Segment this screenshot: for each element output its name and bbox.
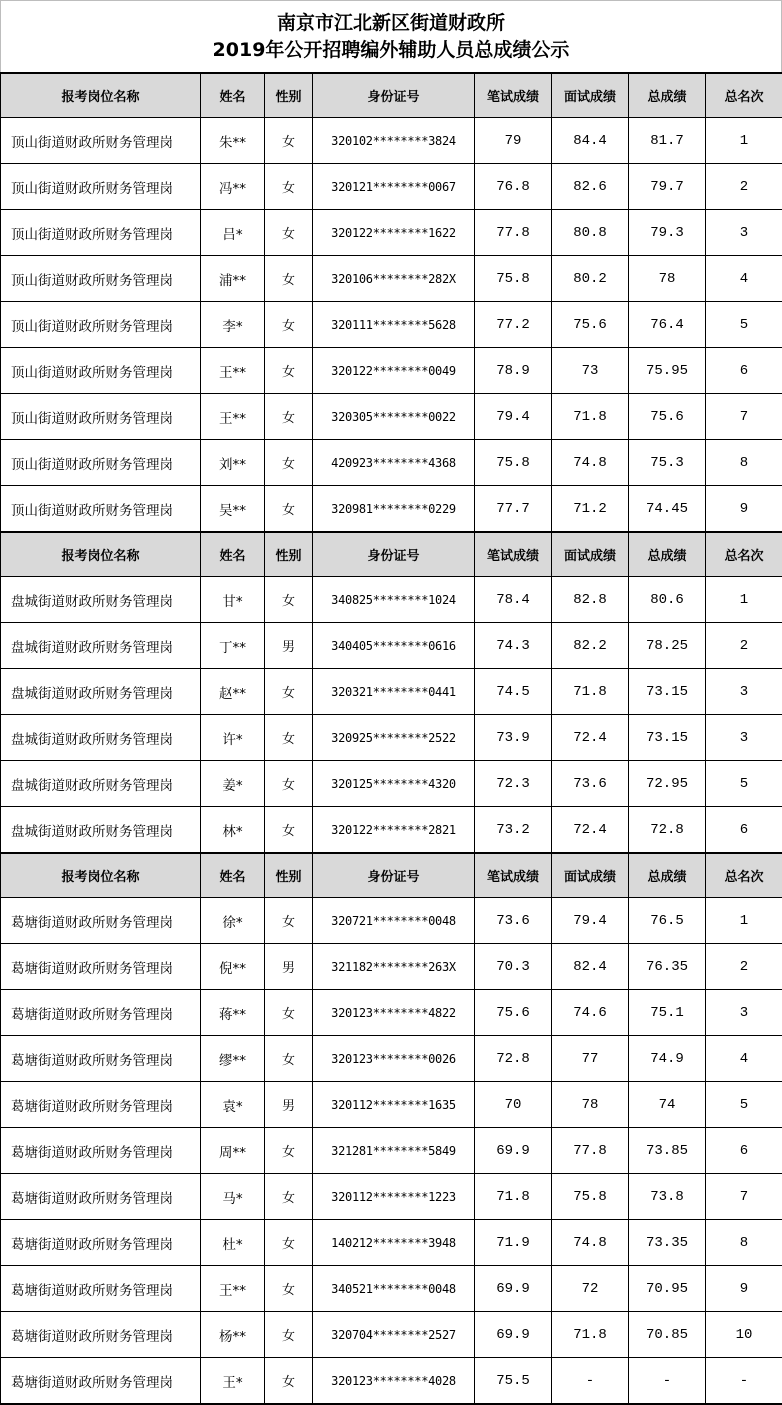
post-cell: 顶山街道财政所财务管理岗 <box>1 256 201 302</box>
gender-cell: 女 <box>265 1358 313 1405</box>
name-cell: 林* <box>201 807 265 854</box>
name-cell: 朱** <box>201 118 265 164</box>
post-cell: 葛塘街道财政所财务管理岗 <box>1 1128 201 1174</box>
interview-score-cell: 75.8 <box>552 1174 629 1220</box>
gender-cell: 女 <box>265 761 313 807</box>
total-score-cell: 74.45 <box>629 486 706 533</box>
post-cell: 顶山街道财政所财务管理岗 <box>1 210 201 256</box>
table-row <box>1 1312 782 1358</box>
interview-score-cell: 73 <box>552 348 629 394</box>
id-number-cell: 420923********4368 <box>313 440 475 486</box>
id-number-cell: 320704********2527 <box>313 1312 475 1358</box>
table-row <box>1 164 782 210</box>
header-col-post: 报考岗位名称 <box>1 853 201 898</box>
name-cell: 马* <box>201 1174 265 1220</box>
document-title <box>0 0 782 72</box>
name-cell: 姜* <box>201 761 265 807</box>
header-col-interview: 面试成绩 <box>552 853 629 898</box>
name-cell: 许* <box>201 715 265 761</box>
rank-cell: 9 <box>706 1266 782 1312</box>
post-cell: 葛塘街道财政所财务管理岗 <box>1 898 201 944</box>
rank-cell: 3 <box>706 669 782 715</box>
interview-score-cell: 84.4 <box>552 118 629 164</box>
total-score-cell: 74.9 <box>629 1036 706 1082</box>
section-header-row <box>1 73 782 118</box>
written-score-cell: 74.5 <box>475 669 552 715</box>
interview-score-cell: 77.8 <box>552 1128 629 1174</box>
name-cell: 缪** <box>201 1036 265 1082</box>
written-score-cell: 77.2 <box>475 302 552 348</box>
written-score-cell: 79.4 <box>475 394 552 440</box>
total-score-cell: 81.7 <box>629 118 706 164</box>
written-score-cell: 76.8 <box>475 164 552 210</box>
table-row <box>1 1128 782 1174</box>
table-row <box>1 440 782 486</box>
total-score-cell: 70.85 <box>629 1312 706 1358</box>
table-row <box>1 348 782 394</box>
name-cell: 吴** <box>201 486 265 533</box>
interview-score-cell: 80.8 <box>552 210 629 256</box>
total-score-cell: 79.3 <box>629 210 706 256</box>
written-score-cell: 77.8 <box>475 210 552 256</box>
post-cell: 葛塘街道财政所财务管理岗 <box>1 1174 201 1220</box>
id-number-cell: 320112********1635 <box>313 1082 475 1128</box>
gender-cell: 女 <box>265 348 313 394</box>
total-score-cell: 76.5 <box>629 898 706 944</box>
rank-cell: 8 <box>706 440 782 486</box>
interview-score-cell: 72.4 <box>552 715 629 761</box>
interview-score-cell: 82.8 <box>552 577 629 623</box>
total-score-cell: 80.6 <box>629 577 706 623</box>
id-number-cell: 320981********0229 <box>313 486 475 533</box>
table-row <box>1 210 782 256</box>
rank-cell: 10 <box>706 1312 782 1358</box>
id-number-cell: 320106********282X <box>313 256 475 302</box>
interview-score-cell: - <box>552 1358 629 1405</box>
name-cell: 冯** <box>201 164 265 210</box>
name-cell: 王** <box>201 1266 265 1312</box>
interview-score-cell: 72 <box>552 1266 629 1312</box>
title-line-2: 2019年公开招聘编外辅助人员总成绩公示 <box>213 37 570 64</box>
interview-score-cell: 82.6 <box>552 164 629 210</box>
post-cell: 葛塘街道财政所财务管理岗 <box>1 1036 201 1082</box>
gender-cell: 女 <box>265 1266 313 1312</box>
gender-cell: 女 <box>265 1128 313 1174</box>
id-number-cell: 320721********0048 <box>313 898 475 944</box>
interview-score-cell: 78 <box>552 1082 629 1128</box>
total-score-cell: 75.95 <box>629 348 706 394</box>
header-col-written: 笔试成绩 <box>475 73 552 118</box>
id-number-cell: 320925********2522 <box>313 715 475 761</box>
written-score-cell: 71.9 <box>475 1220 552 1266</box>
gender-cell: 男 <box>265 623 313 669</box>
id-number-cell: 321281********5849 <box>313 1128 475 1174</box>
table-row <box>1 669 782 715</box>
header-col-name: 姓名 <box>201 532 265 577</box>
written-score-cell: 73.6 <box>475 898 552 944</box>
gender-cell: 男 <box>265 944 313 990</box>
gender-cell: 女 <box>265 990 313 1036</box>
name-cell: 吕* <box>201 210 265 256</box>
interview-score-cell: 71.2 <box>552 486 629 533</box>
written-score-cell: 69.9 <box>475 1266 552 1312</box>
rank-cell: 8 <box>706 1220 782 1266</box>
rank-cell: 2 <box>706 944 782 990</box>
rank-cell: 5 <box>706 1082 782 1128</box>
table-row <box>1 486 782 533</box>
gender-cell: 男 <box>265 1082 313 1128</box>
written-score-cell: 75.5 <box>475 1358 552 1405</box>
header-col-gender: 性别 <box>265 73 313 118</box>
interview-score-cell: 79.4 <box>552 898 629 944</box>
total-score-cell: 79.7 <box>629 164 706 210</box>
id-number-cell: 320123********4822 <box>313 990 475 1036</box>
total-score-cell: 75.3 <box>629 440 706 486</box>
rank-cell: 6 <box>706 348 782 394</box>
post-cell: 葛塘街道财政所财务管理岗 <box>1 1312 201 1358</box>
gender-cell: 女 <box>265 715 313 761</box>
written-score-cell: 78.4 <box>475 577 552 623</box>
total-score-cell: 73.8 <box>629 1174 706 1220</box>
header-col-id: 身份证号 <box>313 853 475 898</box>
interview-score-cell: 77 <box>552 1036 629 1082</box>
total-score-cell: 76.35 <box>629 944 706 990</box>
interview-score-cell: 74.8 <box>552 1220 629 1266</box>
rank-cell: 7 <box>706 1174 782 1220</box>
post-cell: 盘城街道财政所财务管理岗 <box>1 577 201 623</box>
written-score-cell: 71.8 <box>475 1174 552 1220</box>
id-number-cell: 340521********0048 <box>313 1266 475 1312</box>
interview-score-cell: 74.8 <box>552 440 629 486</box>
id-number-cell: 320111********5628 <box>313 302 475 348</box>
written-score-cell: 74.3 <box>475 623 552 669</box>
id-number-cell: 320123********4028 <box>313 1358 475 1405</box>
written-score-cell: 77.7 <box>475 486 552 533</box>
post-cell: 葛塘街道财政所财务管理岗 <box>1 1082 201 1128</box>
table-row <box>1 990 782 1036</box>
name-cell: 王** <box>201 394 265 440</box>
post-cell: 葛塘街道财政所财务管理岗 <box>1 1220 201 1266</box>
total-score-cell: 74 <box>629 1082 706 1128</box>
post-cell: 盘城街道财政所财务管理岗 <box>1 623 201 669</box>
id-number-cell: 340405********0616 <box>313 623 475 669</box>
post-cell: 顶山街道财政所财务管理岗 <box>1 164 201 210</box>
id-number-cell: 321182********263X <box>313 944 475 990</box>
id-number-cell: 320102********3824 <box>313 118 475 164</box>
section-header-row <box>1 853 782 898</box>
gender-cell: 女 <box>265 898 313 944</box>
written-score-cell: 69.9 <box>475 1128 552 1174</box>
post-cell: 盘城街道财政所财务管理岗 <box>1 669 201 715</box>
header-col-written: 笔试成绩 <box>475 853 552 898</box>
id-number-cell: 320122********0049 <box>313 348 475 394</box>
id-number-cell: 320305********0022 <box>313 394 475 440</box>
post-cell: 葛塘街道财政所财务管理岗 <box>1 1266 201 1312</box>
rank-cell: 6 <box>706 807 782 854</box>
interview-score-cell: 71.8 <box>552 1312 629 1358</box>
written-score-cell: 75.6 <box>475 990 552 1036</box>
header-col-rank: 总名次 <box>706 73 782 118</box>
rank-cell: 4 <box>706 256 782 302</box>
interview-score-cell: 72.4 <box>552 807 629 854</box>
header-col-total: 总成绩 <box>629 853 706 898</box>
header-col-rank: 总名次 <box>706 532 782 577</box>
written-score-cell: 79 <box>475 118 552 164</box>
table-row <box>1 256 782 302</box>
name-cell: 袁* <box>201 1082 265 1128</box>
total-score-cell: 70.95 <box>629 1266 706 1312</box>
name-cell: 浦** <box>201 256 265 302</box>
rank-cell: 1 <box>706 118 782 164</box>
header-col-rank: 总名次 <box>706 853 782 898</box>
rank-cell: 3 <box>706 210 782 256</box>
header-col-name: 姓名 <box>201 73 265 118</box>
header-col-total: 总成绩 <box>629 532 706 577</box>
name-cell: 倪** <box>201 944 265 990</box>
rank-cell: 5 <box>706 761 782 807</box>
header-col-name: 姓名 <box>201 853 265 898</box>
written-score-cell: 75.8 <box>475 440 552 486</box>
gender-cell: 女 <box>265 118 313 164</box>
header-col-interview: 面试成绩 <box>552 532 629 577</box>
table-row <box>1 1266 782 1312</box>
table-row <box>1 898 782 944</box>
rank-cell: 3 <box>706 715 782 761</box>
header-col-interview: 面试成绩 <box>552 73 629 118</box>
written-score-cell: 70.3 <box>475 944 552 990</box>
results-table <box>0 72 782 1405</box>
post-cell: 顶山街道财政所财务管理岗 <box>1 302 201 348</box>
name-cell: 杨** <box>201 1312 265 1358</box>
table-row <box>1 761 782 807</box>
interview-score-cell: 74.6 <box>552 990 629 1036</box>
title-line-1: 南京市江北新区街道财政所 <box>277 10 505 37</box>
written-score-cell: 78.9 <box>475 348 552 394</box>
post-cell: 盘城街道财政所财务管理岗 <box>1 761 201 807</box>
total-score-cell: 72.95 <box>629 761 706 807</box>
rank-cell: 1 <box>706 577 782 623</box>
interview-score-cell: 82.2 <box>552 623 629 669</box>
table-row <box>1 715 782 761</box>
header-col-gender: 性别 <box>265 532 313 577</box>
name-cell: 徐* <box>201 898 265 944</box>
table-row <box>1 1220 782 1266</box>
gender-cell: 女 <box>265 486 313 533</box>
written-score-cell: 75.8 <box>475 256 552 302</box>
header-col-written: 笔试成绩 <box>475 532 552 577</box>
rank-cell: 2 <box>706 623 782 669</box>
post-cell: 葛塘街道财政所财务管理岗 <box>1 990 201 1036</box>
id-number-cell: 140212********3948 <box>313 1220 475 1266</box>
name-cell: 王** <box>201 348 265 394</box>
interview-score-cell: 71.8 <box>552 394 629 440</box>
written-score-cell: 73.2 <box>475 807 552 854</box>
name-cell: 甘* <box>201 577 265 623</box>
id-number-cell: 320122********1622 <box>313 210 475 256</box>
table-row <box>1 623 782 669</box>
total-score-cell: 75.1 <box>629 990 706 1036</box>
gender-cell: 女 <box>265 1220 313 1266</box>
total-score-cell: 73.35 <box>629 1220 706 1266</box>
total-score-cell: 76.4 <box>629 302 706 348</box>
rank-cell: 1 <box>706 898 782 944</box>
name-cell: 王* <box>201 1358 265 1405</box>
table-row <box>1 944 782 990</box>
interview-score-cell: 75.6 <box>552 302 629 348</box>
section-header-row <box>1 532 782 577</box>
rank-cell: 4 <box>706 1036 782 1082</box>
written-score-cell: 72.8 <box>475 1036 552 1082</box>
post-cell: 葛塘街道财政所财务管理岗 <box>1 944 201 990</box>
header-col-id: 身份证号 <box>313 532 475 577</box>
written-score-cell: 72.3 <box>475 761 552 807</box>
total-score-cell: 78 <box>629 256 706 302</box>
interview-score-cell: 82.4 <box>552 944 629 990</box>
total-score-cell: - <box>629 1358 706 1405</box>
written-score-cell: 73.9 <box>475 715 552 761</box>
total-score-cell: 73.15 <box>629 715 706 761</box>
table-row <box>1 118 782 164</box>
rank-cell: - <box>706 1358 782 1405</box>
post-cell: 顶山街道财政所财务管理岗 <box>1 440 201 486</box>
name-cell: 周** <box>201 1128 265 1174</box>
table-row <box>1 1358 782 1405</box>
table-row <box>1 577 782 623</box>
total-score-cell: 72.8 <box>629 807 706 854</box>
written-score-cell: 70 <box>475 1082 552 1128</box>
name-cell: 刘** <box>201 440 265 486</box>
id-number-cell: 320121********0067 <box>313 164 475 210</box>
gender-cell: 女 <box>265 1036 313 1082</box>
post-cell: 盘城街道财政所财务管理岗 <box>1 715 201 761</box>
gender-cell: 女 <box>265 669 313 715</box>
rank-cell: 2 <box>706 164 782 210</box>
gender-cell: 女 <box>265 807 313 854</box>
post-cell: 顶山街道财政所财务管理岗 <box>1 486 201 533</box>
header-col-total: 总成绩 <box>629 73 706 118</box>
post-cell: 盘城街道财政所财务管理岗 <box>1 807 201 854</box>
rank-cell: 5 <box>706 302 782 348</box>
total-score-cell: 75.6 <box>629 394 706 440</box>
name-cell: 赵** <box>201 669 265 715</box>
table-row <box>1 1036 782 1082</box>
header-col-post: 报考岗位名称 <box>1 73 201 118</box>
id-number-cell: 320112********1223 <box>313 1174 475 1220</box>
header-col-gender: 性别 <box>265 853 313 898</box>
table-row <box>1 1082 782 1128</box>
name-cell: 丁** <box>201 623 265 669</box>
gender-cell: 女 <box>265 1312 313 1358</box>
id-number-cell: 320125********4320 <box>313 761 475 807</box>
total-score-cell: 78.25 <box>629 623 706 669</box>
rank-cell: 3 <box>706 990 782 1036</box>
written-score-cell: 69.9 <box>475 1312 552 1358</box>
id-number-cell: 320123********0026 <box>313 1036 475 1082</box>
id-number-cell: 320122********2821 <box>313 807 475 854</box>
rank-cell: 6 <box>706 1128 782 1174</box>
interview-score-cell: 71.8 <box>552 669 629 715</box>
gender-cell: 女 <box>265 256 313 302</box>
name-cell: 李* <box>201 302 265 348</box>
table-row <box>1 807 782 854</box>
total-score-cell: 73.85 <box>629 1128 706 1174</box>
gender-cell: 女 <box>265 394 313 440</box>
header-col-id: 身份证号 <box>313 73 475 118</box>
post-cell: 顶山街道财政所财务管理岗 <box>1 348 201 394</box>
table-row <box>1 394 782 440</box>
gender-cell: 女 <box>265 302 313 348</box>
rank-cell: 7 <box>706 394 782 440</box>
gender-cell: 女 <box>265 210 313 256</box>
gender-cell: 女 <box>265 577 313 623</box>
interview-score-cell: 80.2 <box>552 256 629 302</box>
id-number-cell: 340825********1024 <box>313 577 475 623</box>
rank-cell: 9 <box>706 486 782 533</box>
table-row <box>1 1174 782 1220</box>
gender-cell: 女 <box>265 440 313 486</box>
interview-score-cell: 73.6 <box>552 761 629 807</box>
name-cell: 杜* <box>201 1220 265 1266</box>
post-cell: 顶山街道财政所财务管理岗 <box>1 118 201 164</box>
post-cell: 顶山街道财政所财务管理岗 <box>1 394 201 440</box>
header-col-post: 报考岗位名称 <box>1 532 201 577</box>
post-cell: 葛塘街道财政所财务管理岗 <box>1 1358 201 1405</box>
id-number-cell: 320321********0441 <box>313 669 475 715</box>
gender-cell: 女 <box>265 1174 313 1220</box>
name-cell: 蒋** <box>201 990 265 1036</box>
table-row <box>1 302 782 348</box>
total-score-cell: 73.15 <box>629 669 706 715</box>
gender-cell: 女 <box>265 164 313 210</box>
